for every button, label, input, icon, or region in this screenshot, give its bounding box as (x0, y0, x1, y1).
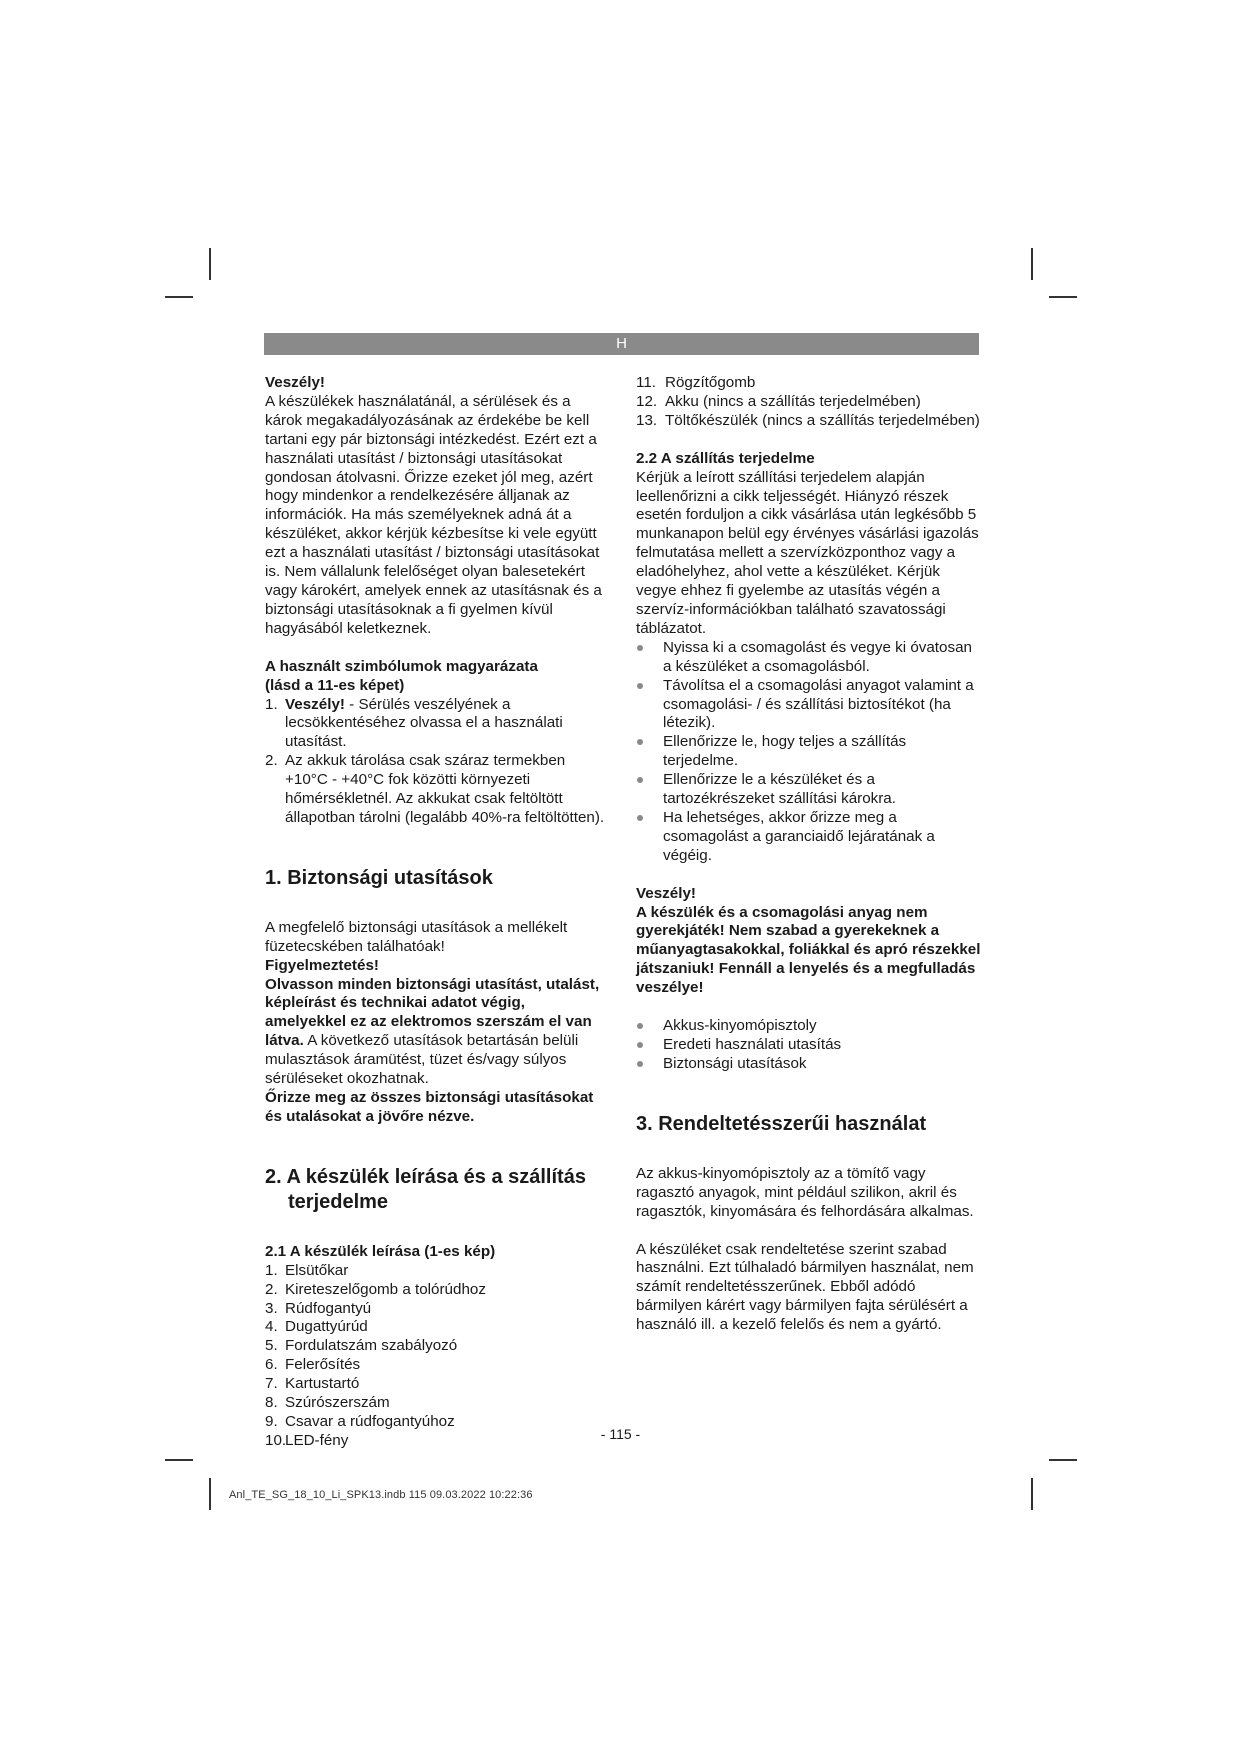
warning-title: Figyelmeztetés! (265, 956, 379, 974)
delivery-step: Nyissa ki a csomagolást és vegye ki óvatosan a készüléket a csomagolásból. (636, 639, 981, 677)
crop-mark (165, 1459, 193, 1461)
contents-list (636, 1017, 981, 1074)
part-item: 7. Kartustartó (265, 1375, 360, 1393)
page-number: - 115 - (600, 1426, 641, 1442)
crop-mark (1031, 1478, 1033, 1510)
right-column (636, 374, 981, 1335)
symbols-list (265, 696, 610, 828)
crop-mark (1031, 248, 1033, 280)
keep-instructions: Őrizze meg az összes biztonsági utasításokat és utalásokat a jövőre nézve. (265, 1089, 594, 1125)
crop-mark (1049, 1459, 1077, 1461)
delivery-step: Ellenőrizze le, hogy teljes a szállítás terjedelme. (636, 733, 981, 771)
part-item: 13. Töltőkészülék (nincs a szállítás terjedelmében) (636, 411, 980, 429)
part-item: 5. Fordulatszám szabályozó (265, 1337, 458, 1355)
part-item: 6. Felerősítés (265, 1356, 361, 1374)
delivery-step: Távolítsa el a csomagolási anyagot valamint a csomagolási- / és szállítási biztosítékot (ha létezik). (636, 677, 981, 734)
section-3-paragraph: A készüléket csak rendeltetése szerint szabad használni. Ezt túlhaladó bármilyen használat, nem számít rendeltetésszerűnek. Ebből adódó bármilyen kárért vagy bármilyen fajta sérülésért a használó ill. a kezelő felelős és nem a gyártó. (636, 1240, 974, 1334)
crop-mark (1049, 296, 1077, 298)
danger-title: Veszély! (265, 374, 325, 391)
symbols-heading: A használt szimbólumok magyarázata (265, 657, 538, 675)
subsection-2-2-title: 2.2 A szállítás terjedelme (636, 449, 815, 467)
part-item: 12. Akku (nincs a szállítás terjedelmében) (636, 392, 921, 410)
part-item: 9. Csavar a rúdfogantyúhoz (265, 1412, 455, 1430)
parts-list (265, 1262, 610, 1451)
part-item: 1. Elsütőkar (265, 1261, 349, 1279)
subsection-2-2-text: Kérjük a leírott szállítási terjedelem alapján leellenőrizni a cikk teljességét. Hiányzó részek esetén forduljon a cikk vásárlása után legkésőbb 5 munkanapon belül egy érvényes vásárlási igazolás felmutatása mellett a szervízközponthoz vagy a eladóhelyhez, ahol vette a készüléket. Kérjük vegye ehhez fi gyelembe az utasítás végén a szervíz-információkban található szavatossági táblázatot. (636, 468, 979, 637)
section-2-title: 2. A készülék leírása és a szállítás terjedelme (265, 1165, 586, 1213)
danger-text: A készülék és a csomagolási anyag nem gyerekjáték! Nem szabad a gyerekeknek a műanyagtasakokkal, foliákkal és apró részekkel játszaniuk! Fennáll a lenyelés és a megfulladás veszélye! (636, 903, 981, 997)
contents-item: Eredeti használati utasítás (636, 1036, 981, 1055)
language-header-bar (264, 333, 979, 355)
crop-mark (209, 1478, 211, 1510)
language-code: H (616, 335, 627, 352)
part-item: 2. Kireteszelőgomb a tolórúdhoz (265, 1280, 486, 1298)
contents-item: Biztonsági utasítások (636, 1055, 981, 1074)
part-item: 8. Szúrószerszám (265, 1394, 390, 1412)
parts-list-continued (636, 374, 981, 431)
print-footer: Anl_TE_SG_18_10_Li_SPK13.indb 115 09.03.2022 10:22:36 (229, 1489, 533, 1501)
part-item: 4. Dugattyúrúd (265, 1318, 368, 1336)
delivery-steps-list (636, 639, 981, 866)
subsection-2-1-title: 2.1 A készülék leírása (1-es kép) (265, 1242, 496, 1260)
symbols-heading-ref: (lásd a 11-es képet) (265, 676, 405, 694)
part-item: 11. Rögzítőgomb (636, 374, 756, 391)
section-3-paragraph: Az akkus-kinyomópisztoly az a tömítő vagy ragasztó anyagok, mint például szilikon, akril és ragasztók, kinyomására és felhordására alkalmas. (636, 1164, 974, 1220)
delivery-step: Ellenőrizze le a készüléket és a tartozékrészeket szállítási károkra. (636, 771, 981, 809)
warning-text: Olvasson minden biztonsági utasítást, utalást, képleírást és technikai adatot végig, amelyekkel ez az elektromos szerszám el van látva. A következő utasítások betartásán belüli mulasztások áramütést, tüzet és/vagy súlyos sérüléseket okozhatnak. (265, 975, 600, 1088)
crop-mark (209, 248, 211, 280)
left-column (265, 374, 610, 1451)
contents-item: Akkus-kinyomópisztoly (636, 1017, 981, 1036)
crop-mark (165, 296, 193, 298)
symbol-item: 1. Veszély! - Sérülés veszélyének a lecsökkentéséhez olvassa el a használati utasítást. (265, 695, 563, 751)
section-3-title: 3. Rendeltetésszerűi használat (636, 1112, 927, 1135)
part-item: 10. LED-fény (265, 1431, 349, 1449)
section-1-title: 1. Biztonsági utasítások (265, 866, 493, 889)
danger-text: A készülékek használatánál, a sérülések és a károk megakadályozásának az érdekébe be kell tartani egy pár biztonsági intézkedést. Ezért ezt a használati utasítást / biztonsági utasításokat gondosan átolvasni. Őrizze ezeket jól meg, azért hogy mindenkor a rendelkezésére álljanak az információk. Ha más személyeknek adná át a készüléket, akkor kérjük kézbesítse ki vele együtt ezt a használati utasítást / biztonsági utasításokat is. Nem vállalunk felelőséget olyan balesetekért vagy károkért, amelyek ennek az utasításnak és a biztonsági utasításoknak a fi gyelmen kívül hagyásából keletkeznek. (265, 392, 602, 637)
symbol-item: 2. Az akkuk tárolása csak száraz termekben +10°C - +40°C fok közötti környezeti hőmérsékletnél. Az akkukat csak feltöltött állapotban tárolni (legalább 40%-ra feltöltötten). (265, 752, 605, 826)
danger-title: Veszély! (636, 884, 696, 902)
part-item: 3. Rúdfogantyú (265, 1299, 372, 1317)
section-1-intro: A megfelelő biztonsági utasítások a mellékelt füzetecskében találhatóak! (265, 918, 568, 955)
delivery-step: Ha lehetséges, akkor őrizze meg a csomagolást a garanciaidő lejáratának a végéig. (636, 809, 981, 866)
